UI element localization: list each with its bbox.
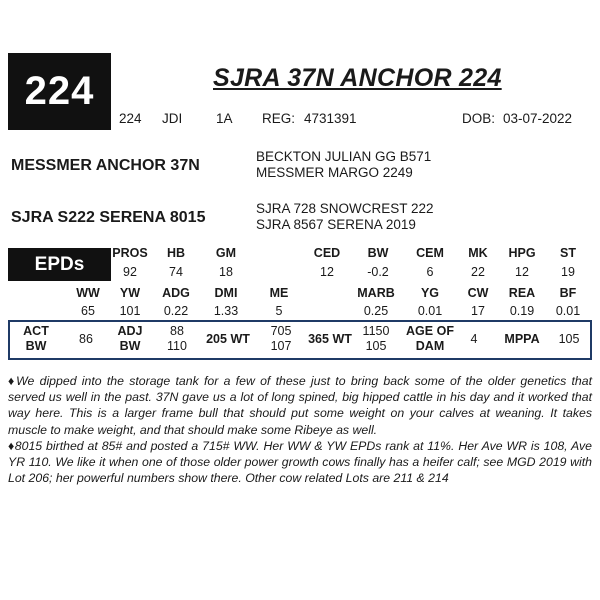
epd-header: MK: [468, 246, 488, 260]
adj-bw-label-top: ADJ: [117, 324, 143, 338]
epd-value: 0.01: [555, 304, 581, 318]
lot-description: [8, 373, 592, 486]
reg-label: REG:: [262, 111, 296, 126]
epd-value: 6: [426, 265, 434, 279]
wt205-value-top: 705: [270, 324, 292, 338]
epd-value: 22: [471, 265, 485, 279]
act-bw-value: 86: [79, 332, 93, 346]
lot-number-badge: 224: [8, 53, 111, 130]
epd-value: 65: [81, 304, 95, 318]
epd-value: -0.2: [367, 265, 389, 279]
class-code: 1A: [216, 111, 233, 126]
epd-header: ST: [560, 246, 576, 260]
wt365-label: 365 WT: [308, 332, 352, 346]
dam-sire-name: SJRA 728 SNOWCREST 222: [256, 201, 434, 216]
adj-bw-label-bottom: BW: [119, 339, 141, 353]
epd-value: 0.25: [363, 304, 389, 318]
epd-value: 92: [123, 265, 137, 279]
age-of-dam-label-bottom: DAM: [415, 339, 445, 353]
age-of-dam-value: 4: [470, 332, 478, 346]
description-text: 8015 birthed at 85# and posted a 715# WW. Her WW & YW EPDs rank at 11%. Her Ave WR is 108, Ave YR 110. We like it when one of those older power growth cows finally has a heifer calf; see MGD 2019 with Lot 206; her powerful numbers show there. Other cow related Lots are 211 & 214: [8, 438, 593, 486]
epd-value: 101: [119, 304, 141, 318]
epd-value: 0.01: [417, 304, 443, 318]
wt205-value-bottom: 107: [270, 339, 292, 353]
dob-value: 03-07-2022: [503, 111, 573, 126]
epd-value: 0.19: [509, 304, 535, 318]
tattoo: 224: [119, 111, 142, 126]
animal-name-title: SJRA 37N ANCHOR 224: [213, 64, 502, 92]
epd-header: WW: [76, 286, 100, 300]
sire-dam-name: MESSMER MARGO 2249: [256, 165, 413, 180]
wt205-label: 205 WT: [206, 332, 250, 346]
bullet-icon: ♦: [8, 438, 15, 453]
epd-header: ME: [269, 286, 289, 300]
epd-header: BW: [367, 246, 389, 260]
epd-value: 19: [561, 265, 575, 279]
sire-sire-name: BECKTON JULIAN GG B571: [256, 149, 432, 164]
act-bw-label-bottom: BW: [25, 339, 47, 353]
act-bw-label-top: ACT: [23, 324, 49, 338]
epd-header: CEM: [416, 246, 444, 260]
wt365-value-top: 1150: [362, 324, 390, 338]
epd-value: 12: [320, 265, 334, 279]
adj-bw-value-bottom: 110: [167, 339, 187, 353]
epd-header: MARB: [357, 286, 395, 300]
epd-value: 17: [471, 304, 485, 318]
epd-value: 1.33: [213, 304, 239, 318]
epd-header: PROS: [112, 246, 148, 260]
mppa-label: MPPA: [504, 332, 540, 346]
bullet-icon: ♦: [8, 374, 17, 388]
epd-value: 0.22: [163, 304, 189, 318]
breeder-code: JDI: [162, 111, 183, 126]
epd-header: DMI: [214, 286, 238, 300]
age-of-dam-label-top: AGE OF: [406, 324, 454, 338]
epd-header: BF: [559, 286, 577, 300]
epd-value: 74: [169, 265, 183, 279]
epd-label-badge: EPDs: [8, 248, 111, 281]
epd-value: 18: [219, 265, 233, 279]
epd-header: ADG: [162, 286, 190, 300]
description-paragraph: [8, 438, 592, 487]
description-text: We dipped into the storage tank for a few of these just to bring back some of the older genetics that served us well in the past. 37N gave us a lot of long spined, big hipped cattle in his day and it worked that way here. This is a larger frame bull that should put some weight on your calves at weaning. It takes muscle to make weight, and that should make some Ribeye as well.: [8, 374, 593, 437]
reg-number: 4731391: [304, 111, 357, 126]
sire-name: MESSMER ANCHOR 37N: [11, 157, 200, 174]
mppa-value: 105: [558, 332, 580, 346]
epd-header: YW: [119, 286, 141, 300]
epd-header: REA: [508, 286, 536, 300]
epd-header: CED: [313, 246, 341, 260]
epd-value: 12: [515, 265, 529, 279]
dob-label: DOB:: [462, 111, 496, 126]
adj-bw-value-top: 88: [170, 324, 184, 338]
wt365-value-bottom: 105: [365, 339, 387, 353]
epd-value: 5: [275, 304, 283, 318]
epd-header: HB: [166, 246, 186, 260]
dam-name: SJRA S222 SERENA 8015: [11, 209, 206, 226]
description-paragraph: [8, 373, 592, 438]
epd-header: GM: [215, 246, 237, 260]
epd-header: CW: [467, 286, 489, 300]
dam-dam-name: SJRA 8567 SERENA 2019: [256, 217, 416, 232]
epd-header: YG: [420, 286, 440, 300]
epd-header: HPG: [508, 246, 536, 260]
